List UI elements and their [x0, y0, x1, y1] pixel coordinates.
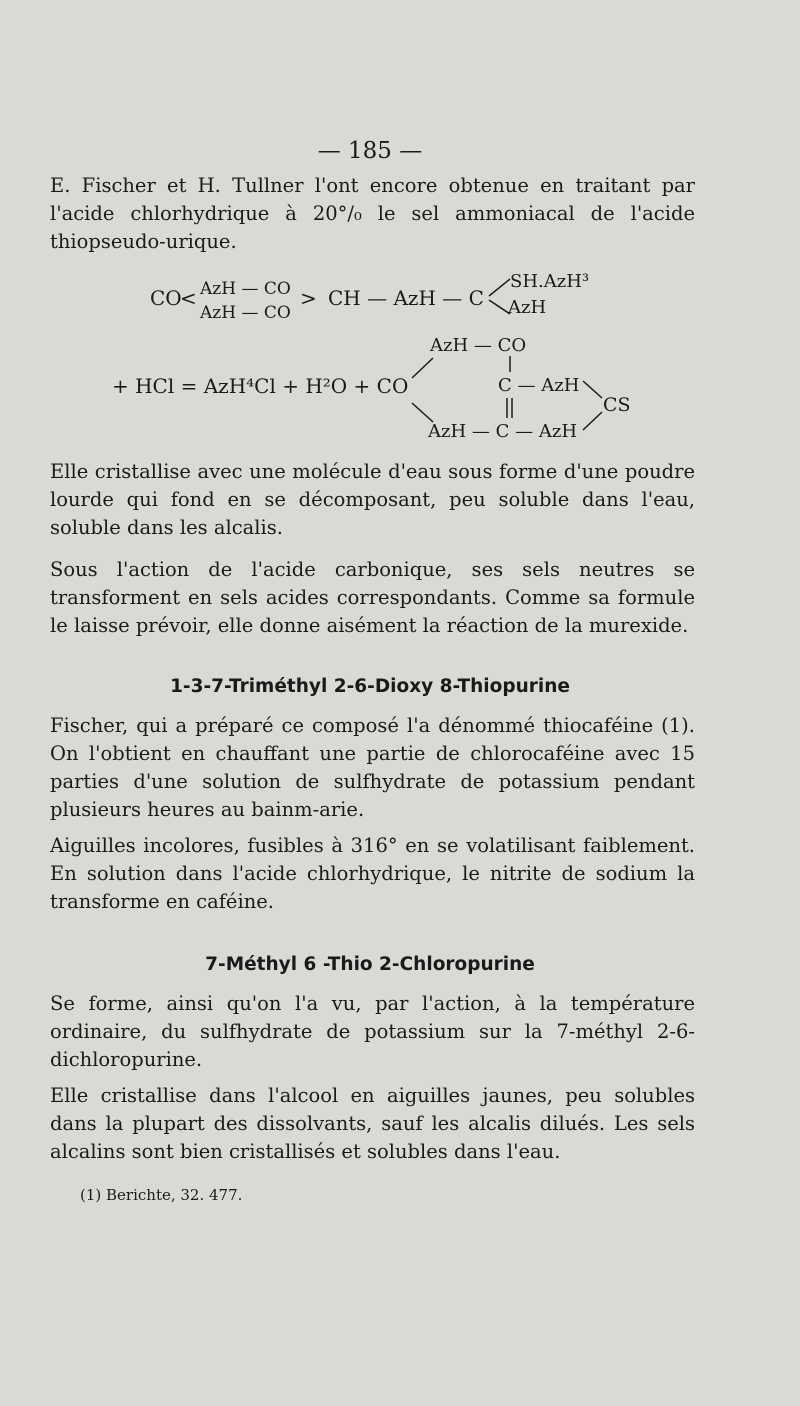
- paragraph-2: Sous l'action de l'acide carbonique, ses sels neutres se transforment en sels acides correspondants. Comme sa formule le laisse prévoir, elle donne aisément la réaction de la murexide.: [50, 558, 695, 637]
- formula2-top: AzH — CO: [430, 335, 527, 356]
- paragraph-3: Fischer, qui a préparé ce composé l'a dénommé thiocaféine (1). On l'obtient en chauffant une partie de chlorocaféine avec 15 parties d'une solution de sulfhydrate de potassium pendant plusieurs heures au bainm-arie.: [50, 714, 695, 821]
- paragraph-4: Aiguilles incolores, fusibles à 316° en se volatilisant faiblement. En solution dans l'acide chlorhydrique, le nitrite de sodium la transforme en caféine.: [50, 834, 695, 913]
- formula1-branch-line-down: [489, 300, 510, 314]
- formula1-co: CO: [150, 286, 182, 310]
- formula1-branch-lower: AzH: [508, 297, 547, 318]
- formula2-bond-upper-left: [412, 358, 433, 378]
- formula2-reactants: + HCl = AzH⁴Cl + H²O + CO: [112, 374, 409, 398]
- formula-1: [150, 271, 589, 323]
- section-heading-2: 7-Méthyl 6 -Thio 2-Chloropurine: [205, 954, 535, 975]
- formula2-bond-lower-left: [412, 403, 433, 422]
- paragraph-1: Elle cristallise avec une molécule d'eau sous forme d'une poudre lourde qui fond en se décomposant, peu soluble dans l'eau, soluble dans les alcalis.: [50, 460, 695, 539]
- paragraph-6: Elle cristallise dans l'alcool en aiguilles jaunes, peu solubles dans la plupart des dissolvants, sauf les alcalis dilués. Les sels alcalins sont bien cristallisés et solubles dans l'eau.: [50, 1084, 695, 1163]
- formula1-lt-sign: <: [180, 286, 197, 310]
- formula-2: [112, 335, 631, 442]
- formula2-c-mid: C — AzH: [498, 375, 580, 396]
- formula1-branch-upper: SH.AzH³: [510, 271, 590, 292]
- formula1-middle: CH — AzH — C: [328, 286, 484, 310]
- formula2-bottom: AzH — C — AzH: [428, 421, 578, 442]
- intro-paragraph: E. Fischer et H. Tullner l'ont encore obtenue en traitant par l'acide chlorhydrique à 20°/₀ le sel ammoniacal de l'acide thiopseudo-urique.: [50, 174, 695, 253]
- formula2-bond-to-cs-upper: [583, 381, 602, 398]
- section-heading-1: 1-3-7-Triméthyl 2-6-Dioxy 8-Thiopurine: [170, 676, 570, 697]
- formula1-lower-chain: AzH — CO: [200, 303, 291, 323]
- chemical-formulas: [0, 0, 800, 460]
- footnote: (1) Berichte, 32. 477.: [80, 1186, 243, 1204]
- page-number: — 185 —: [317, 138, 423, 164]
- formula2-cs: CS: [603, 394, 631, 416]
- paragraph-5: Se forme, ainsi qu'on l'a vu, par l'action, à la température ordinaire, du sulfhydrate de potassium sur la 7-méthyl 2-6-dichloropurine.: [50, 992, 695, 1071]
- formula2-bond-to-cs-lower: [583, 412, 602, 430]
- formula1-upper-chain: AzH — CO: [200, 279, 291, 299]
- formula1-gt-sign: >: [300, 286, 317, 310]
- formula1-branch-line-up: [489, 279, 510, 296]
